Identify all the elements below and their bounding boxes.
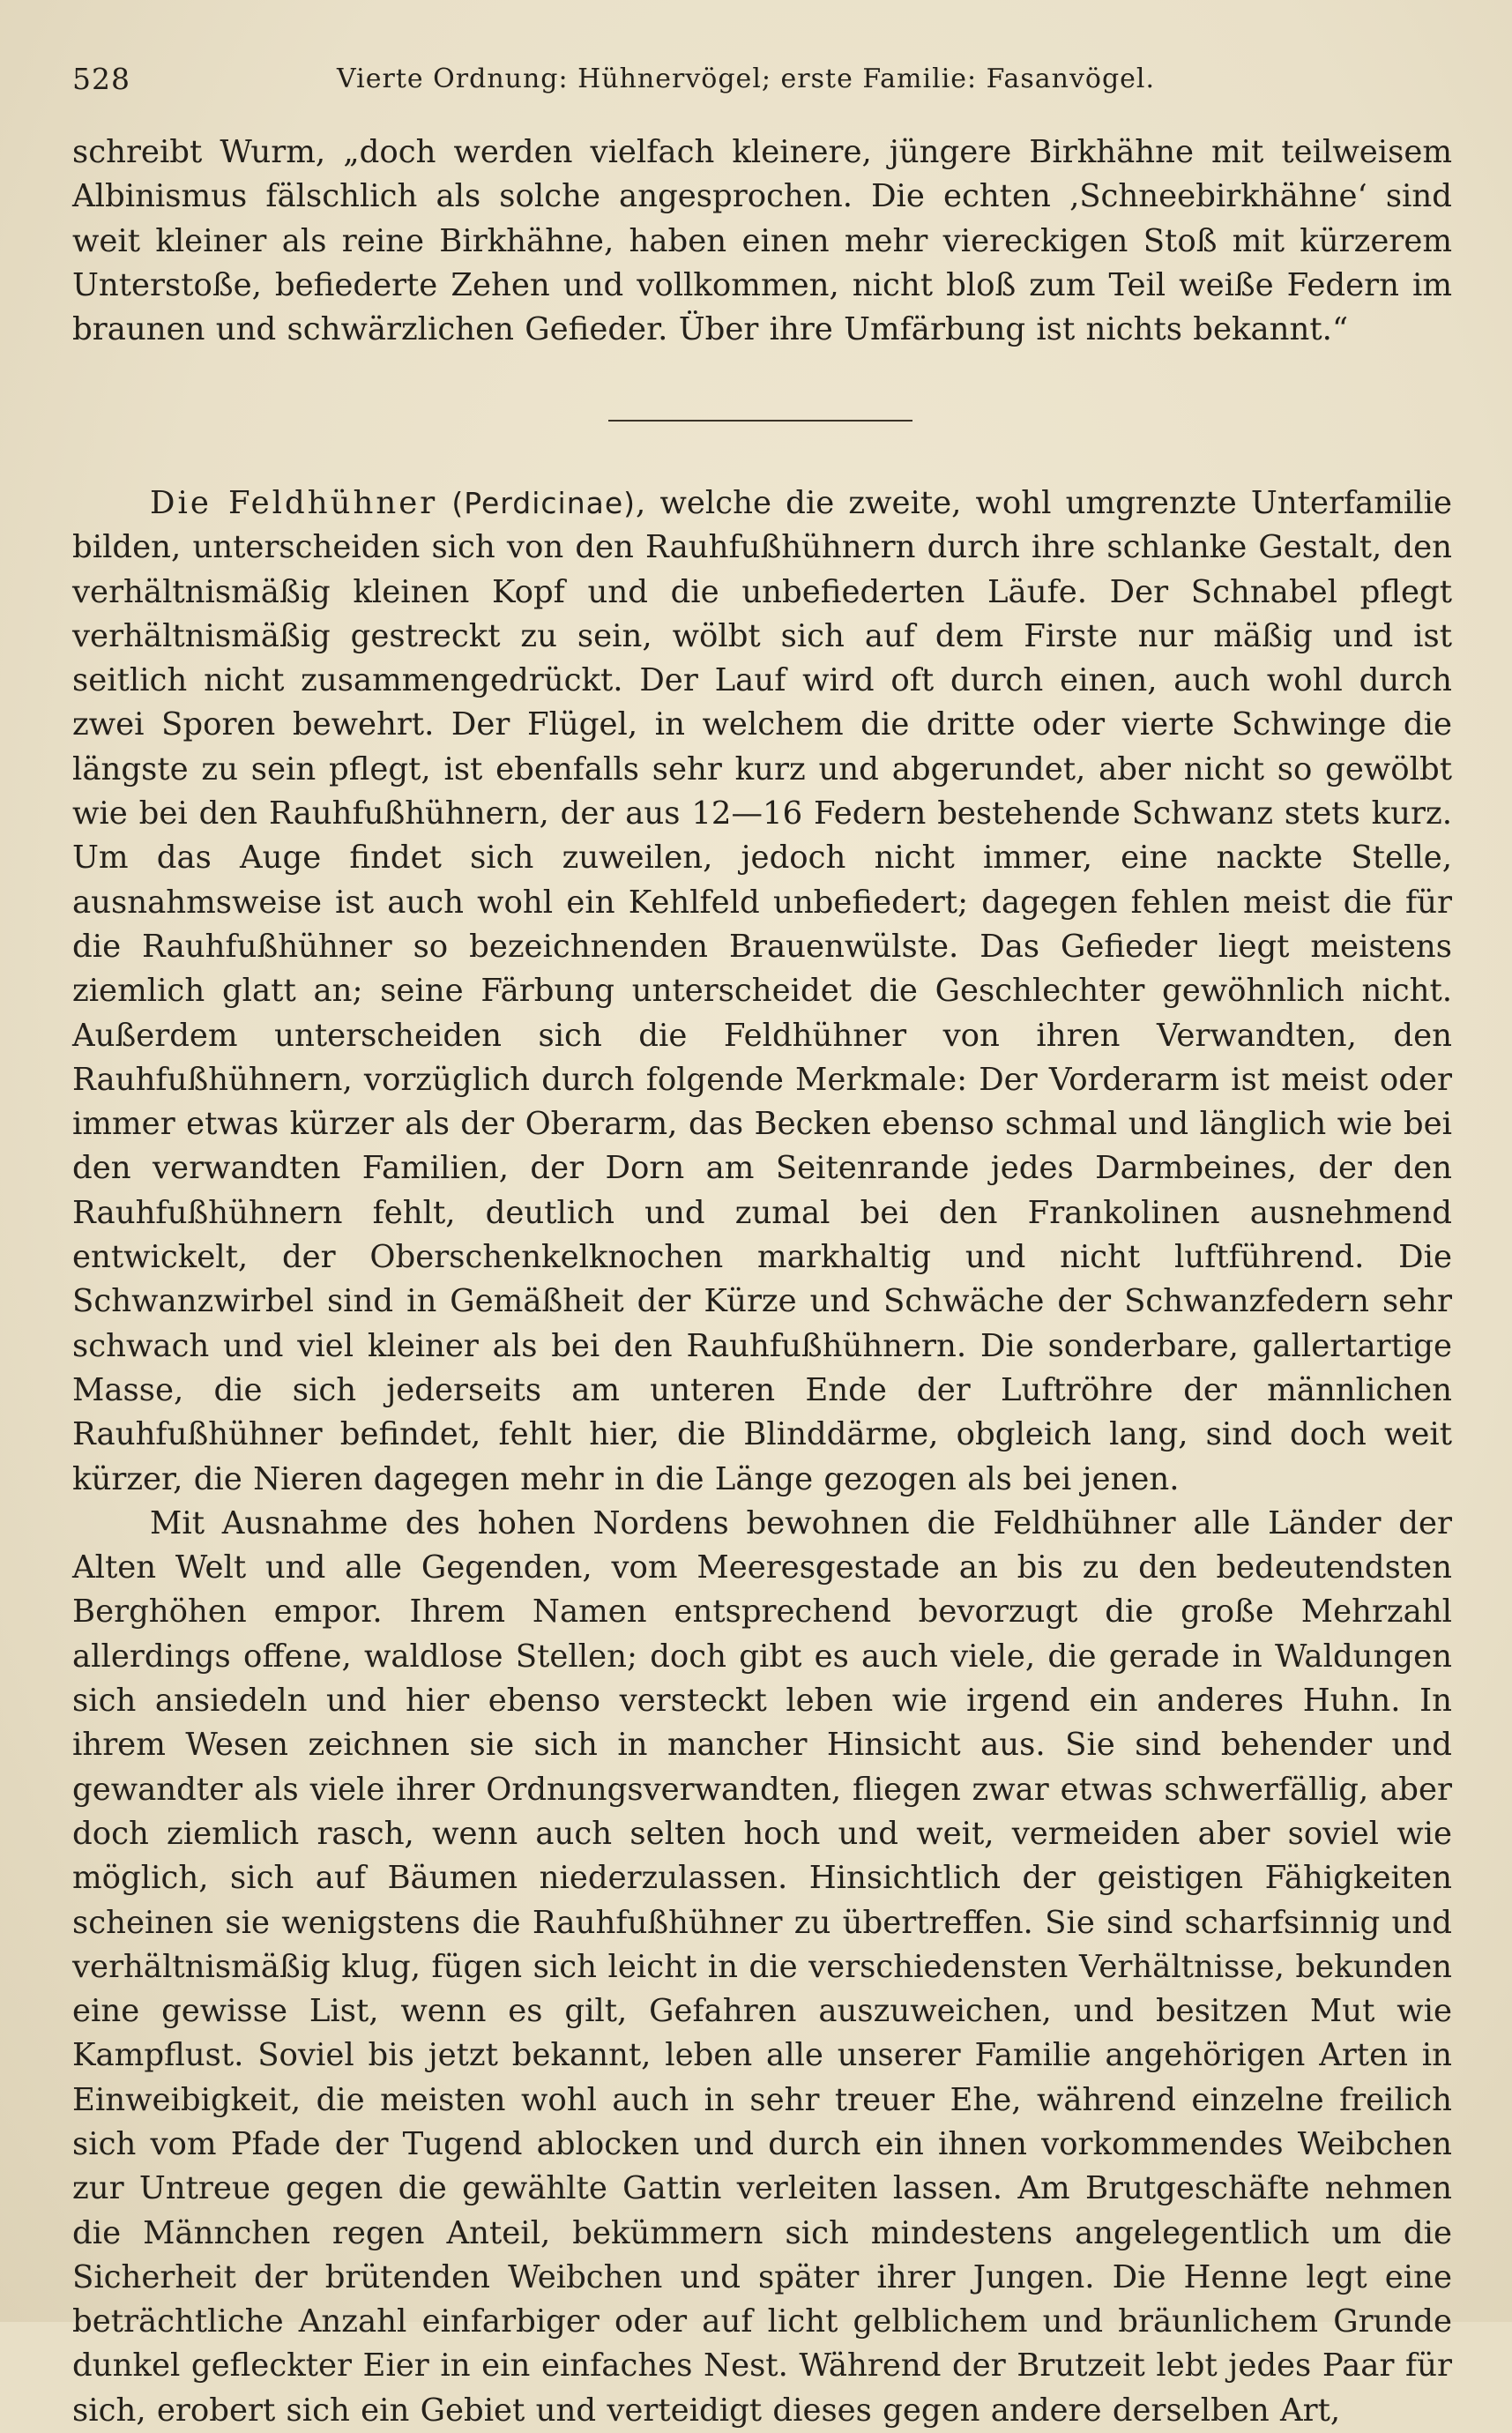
term-feldhuehner: Die Feldhühner: [150, 485, 438, 521]
body-text: [72, 481, 1452, 2433]
term-latin: (Perdicinae): [451, 486, 637, 520]
running-title: Vierte Ordnung: Hühnervögel; erste Familie: Fasanvögel.: [337, 63, 1156, 94]
paragraph-quote-end: schreibt Wurm, „doch werden vielfach kleinere, jüngere Birkhähne mit teilweisem Albinismus fälschlich als solche angesprochen. Die echten ‚Schneebirkhähne‘ sind weit kleiner als reine Birkhähne, haben einen mehr viereckigen Stoß mit kürzerem Unterstoße, befiederte Zehen und vollkommen, nicht bloß zum Teil weiße Federn im braunen und schwärzlichen Gefieder. Über ihre Umfärbung ist nichts bekannt.“: [72, 134, 1452, 348]
section-divider: [608, 420, 912, 422]
intro-text: [72, 131, 1452, 352]
paragraph-distribution: Mit Ausnahme des hohen Nordens bewohnen die Feldhühner alle Länder der Alten Welt und alle Gegenden, vom Meeresgestade an bis zu den bedeutendsten Berghöhen empor. Ihrem Namen entsprechend bevorzugt die große Mehrzahl allerdings offene, waldlose Stellen; doch gibt es auch viele, die gerade in Waldungen sich ansiedeln und hier ebenso versteckt leben wie irgend ein anderes Huhn. In ihrem Wesen zeichnen sie sich in mancher Hinsicht aus. Sie sind behender und gewandter als viele ihrer Ordnungsverwandten, fliegen zwar etwas schwerfällig, aber doch ziemlich rasch, wenn auch selten hoch und weit, vermeiden aber soviel wie möglich, sich auf Bäumen niederzulassen. Hinsichtlich der geistigen Fähigkeiten scheinen sie wenigstens die Rauhfußhühner zu übertreffen. Sie sind scharfsinnig und verhältnismäßig klug, fügen sich leicht in die verschiedensten Verhältnisse, bekunden eine gewisse List, wenn es gilt, Gefahren auszuweichen, und besitzen Mut wie Kampflust. Soviel bis jetzt bekannt, leben alle unserer Familie angehörigen Arten in Einweibigkeit, die meisten wohl auch in sehr treuer Ehe, während einzelne freilich sich vom Pfade der Tugend ablocken und durch ein ihnen vorkommendes Weibchen zur Untreue gegen die gewählte Gattin verleiten lassen. Am Brutgeschäfte nehmen die Männchen regen Anteil, bekümmern sich mindestens angelegentlich um die Sicherheit der brütenden Weibchen und später ihrer Jungen. Die Henne legt eine beträchtliche Anzahl einfarbiger oder auf licht gelblichem und bräunlichem Grunde dunkel gefleckter Eier in ein einfaches Nest. Während der Brutzeit lebt jedes Paar für sich, erobert sich ein Gebiet und verteidigt dieses gegen andere derselben Art,: [72, 1504, 1452, 2429]
page-header: [72, 55, 1449, 104]
paragraph-perdicinae: [72, 481, 1452, 1502]
page-number: 528: [72, 62, 130, 96]
paragraph-perdicinae-text: , welche die zweite, wohl umgrenzte Unterfamilie bilden, unterscheiden sich von den Rauhfußhühnern durch ihre schlanke Gestalt, den verhältnismäßig kleinen Kopf und die unbefiederten Läufe. Der Schnabel pflegt verhältnismäßig gestreckt zu sein, wölbt sich auf dem Firste nur mäßig und ist seitlich nicht zusammengedrückt. Der Lauf wird oft durch einen, auch wohl durch zwei Sporen bewehrt. Der Flügel, in welchem die dritte oder vierte Schwinge die längste zu sein pflegt, ist ebenfalls sehr kurz und abgerundet, aber nicht so gewölbt wie bei den Rauhfußhühnern, der aus 12—16 Federn bestehende Schwanz stets kurz. Um das Auge findet sich zuweilen, jedoch nicht immer, eine nackte Stelle, ausnahmsweise ist auch wohl ein Kehlfeld unbefiedert; dagegen fehlen meist die für die Rauhfußhühner so bezeichnenden Brauenwülste. Das Gefieder liegt meistens ziemlich glatt an; seine Färbung unterscheidet die Geschlechter gewöhnlich nicht. Außerdem unterscheiden sich die Feldhühner von ihren Verwandten, den Rauhfußhühnern, vorzüglich durch folgende Merkmale: Der Vorderarm ist meist oder immer etwas kürzer als der Oberarm, das Becken ebenso schmal und länglich wie bei den verwandten Familien, der Dorn am Seitenrande jedes Darmbeines, der den Rauhfußhühnern fehlt, deutlich und zumal bei den Frankolinen ausnehmend entwickelt, der Oberschenkelknochen markhaltig und nicht luftführend. Die Schwanzwirbel sind in Gemäßheit der Kürze und Schwäche der Schwanzfedern sehr schwach und viel kleiner als bei den Rauhfußhühnern. Die sonderbare, gallertartige Masse, die sich jederseits am unteren Ende der Luftröhre der männlichen Rauhfußhühner befindet, fehlt hier, die Blinddärme, obgleich lang, sind doch weit kürzer, die Nieren dagegen mehr in die Länge gezogen als bei jenen.: [72, 485, 1452, 1497]
